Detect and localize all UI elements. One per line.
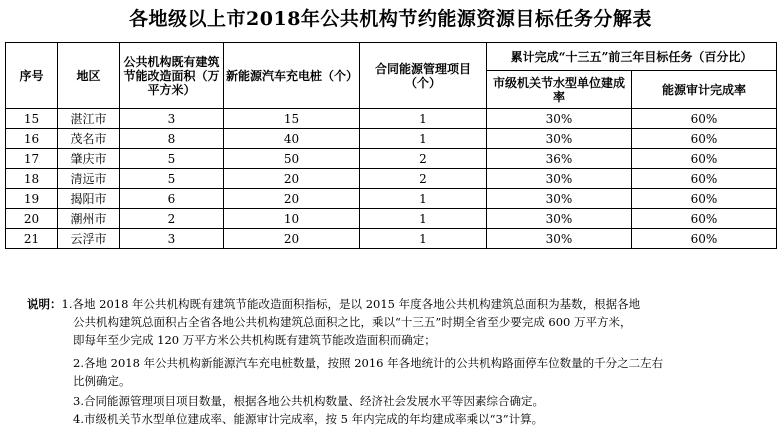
- cell-retrofit: 3: [120, 229, 224, 249]
- cell-region: 潮州市: [58, 209, 120, 229]
- note-1-line-1: 1.各地 2018 年公共机构既有建筑节能改造面积指标，是以 2015 年度各地公共机构建筑总面积为基数，根据各地: [61, 297, 641, 311]
- cell-charging: 50: [224, 149, 360, 169]
- cell-charging: 15: [224, 109, 360, 129]
- cell-seq: 15: [6, 109, 58, 129]
- note-3: 3.合同能源管理项目项目数量，根据各地公共机构数量、经济社会发展水平等因素综合确定。: [73, 394, 544, 408]
- cell-region: 茂名市: [58, 129, 120, 149]
- cell-energy-audit: 60%: [632, 189, 777, 209]
- cell-model-unit: 36%: [487, 149, 632, 169]
- cell-contract: 1: [360, 189, 487, 209]
- header-contract: 合同能源管理项目（个）: [360, 43, 487, 109]
- cell-energy-audit: 60%: [632, 229, 777, 249]
- cell-region: 云浮市: [58, 229, 120, 249]
- cell-model-unit: 30%: [487, 109, 632, 129]
- header-seq: 序号: [6, 43, 58, 109]
- note-1-line-2: 公共机构建筑总面积占全省各地公共机构建筑总面积之比，乘以“十三五”时期全省至少要完成 600 万平方米，: [73, 315, 632, 329]
- note-2-line-2: 比例确定。: [73, 374, 131, 388]
- cell-energy-audit: 60%: [632, 169, 777, 189]
- cell-contract: 2: [360, 149, 487, 169]
- cell-model-unit: 30%: [487, 169, 632, 189]
- cell-energy-audit: 60%: [632, 129, 777, 149]
- cell-contract: 1: [360, 109, 487, 129]
- cell-model-unit: 30%: [487, 229, 632, 249]
- cell-charging: 20: [224, 189, 360, 209]
- header-model-unit: 市级机关节水型单位建成率: [487, 71, 632, 109]
- cell-model-unit: 30%: [487, 189, 632, 209]
- cell-seq: 20: [6, 209, 58, 229]
- cell-region: 肇庆市: [58, 149, 120, 169]
- cell-seq: 18: [6, 169, 58, 189]
- cell-energy-audit: 60%: [632, 149, 777, 169]
- cell-retrofit: 6: [120, 189, 224, 209]
- cell-model-unit: 30%: [487, 129, 632, 149]
- cell-energy-audit: 60%: [632, 109, 777, 129]
- cell-seq: 16: [6, 129, 58, 149]
- note-4: 4.市级机关节水型单位建成率、能源审计完成率，按 5 年内完成的年均建成率乘以“3”计算。: [73, 412, 544, 426]
- notes-label: 说明：1.各地 2018 年公共机构既有建筑节能改造面积指标，是以 2015 年度各地公共机构建筑总面积为基数，根据各地: [27, 297, 641, 311]
- table-body: [6, 109, 777, 249]
- table-row: [6, 189, 777, 209]
- cell-contract: 2: [360, 169, 487, 189]
- cell-retrofit: 2: [120, 209, 224, 229]
- cell-contract: 1: [360, 129, 487, 149]
- cell-seq: 17: [6, 149, 58, 169]
- cell-retrofit: 3: [120, 109, 224, 129]
- cell-charging: 20: [224, 169, 360, 189]
- cell-charging: 40: [224, 129, 360, 149]
- cell-model-unit: 30%: [487, 209, 632, 229]
- table-row: [6, 169, 777, 189]
- cell-contract: 1: [360, 229, 487, 249]
- note-1-line-3: 即每年至少完成 120 万平方米公共机构既有建筑节能改造面积而确定；: [73, 333, 436, 347]
- header-retrofit: 公共机构既有建筑节能改造面积（万平方米）: [120, 43, 224, 109]
- header-cumulative: 累计完成“十三五”前三年目标任务（百分比）: [487, 43, 777, 71]
- header-charging: 新能源汽车充电桩（个）: [224, 43, 360, 109]
- note-2-line-1: 2.各地 2018 年公共机构新能源汽车充电桩数量，按照 2016 年各地统计的公共机构路面停车位数量的千分之二左右: [73, 356, 664, 370]
- cell-energy-audit: 60%: [632, 209, 777, 229]
- cell-retrofit: 8: [120, 129, 224, 149]
- target-table: [5, 42, 777, 249]
- header-energy-audit: 能源审计完成率: [632, 71, 777, 109]
- table-row: [6, 109, 777, 129]
- cell-seq: 19: [6, 189, 58, 209]
- table-row: [6, 229, 777, 249]
- cell-seq: 21: [6, 229, 58, 249]
- page-title: 各地级以上市2018年公共机构节约能源资源目标任务分解表: [129, 8, 652, 30]
- table-row: [6, 209, 777, 229]
- cell-region: 揭阳市: [58, 189, 120, 209]
- cell-region: 湛江市: [58, 109, 120, 129]
- table-row: [6, 129, 777, 149]
- cell-retrofit: 5: [120, 169, 224, 189]
- header-region: 地区: [58, 43, 120, 109]
- cell-region: 清远市: [58, 169, 120, 189]
- cell-charging: 10: [224, 209, 360, 229]
- table-row: [6, 149, 777, 169]
- cell-contract: 1: [360, 209, 487, 229]
- cell-charging: 20: [224, 229, 360, 249]
- cell-retrofit: 5: [120, 149, 224, 169]
